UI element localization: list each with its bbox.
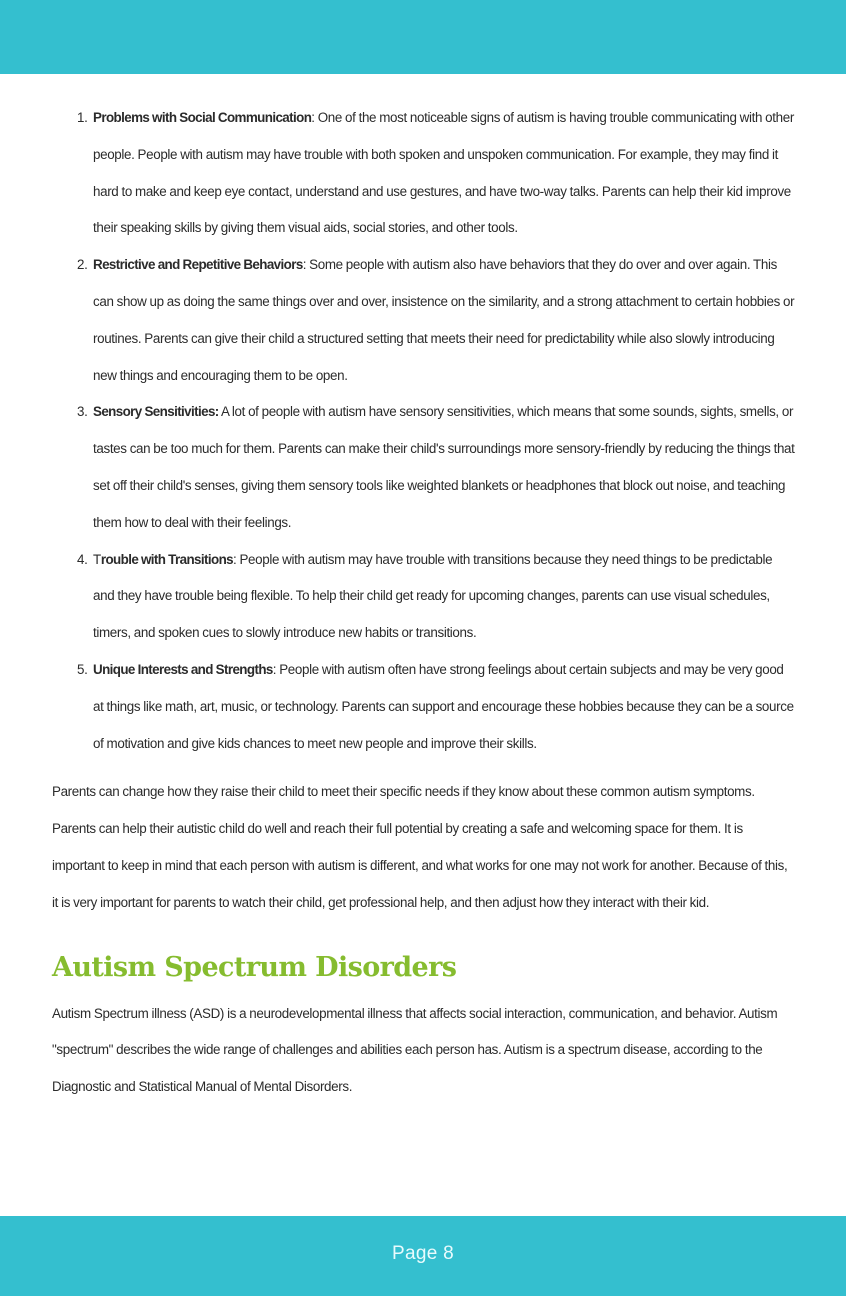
list-item-body: : People with autism may have trouble with transitions because they need things to be predictable and they have trouble being flexible. To help their child get ready for upcoming changes, parents can use visual schedules, timers, and spoken cues to slowly introduce new habits or transitions. [93,551,773,641]
section-heading: Autism Spectrum Disorders [52,951,457,983]
list-item [93,247,796,394]
list-item-body: : One of the most noticeable signs of autism is having trouble communicating with other people. People with autism may have trouble with both spoken and unspoken communication. For example, they may find it hard to make and keep eye contact, understand and use gestures, and have two-way talks. Parents can help their kid improve their speaking skills by giving them visual aids, social stories, and other tools. [93,110,794,236]
page-number: Page 8 [391,1243,455,1264]
list-item-title: Unique Interests and Strengths [93,661,273,677]
list-item-title: Problems with Social Communication [93,110,312,125]
autism-signs-list [52,100,796,762]
page-content [52,100,796,1106]
list-item-body: : People with autism often have strong feelings about certain subjects and may be very good at things like math, art, music, or technology. Parents can support and encourage these hobbies because they can be a source of motivation and give kids chances to meet new people and improve their skills. [93,661,794,751]
list-item-title: Restrictive and Repetitive Behaviors [93,257,303,273]
header-band [0,0,846,74]
list-item [93,394,796,541]
list-item-prefix: T [93,551,101,567]
list-item-title: rouble with Transitions [100,551,234,567]
list-item-body: A lot of people with autism have sensory sensitivities, which means that some sounds, sights, smells, or tastes can be too much for them. Parents can make their child's surroundings more sensory-friendly by reducing the things that set off their child's senses, giving them sensory tools like weighted blankets or headphones that block out noise, and teaching them how to deal with their feelings. [93,404,795,530]
list-item-title: Sensory Sensitivities: [93,404,219,420]
list-item [93,652,796,762]
section-body: Autism Spectrum illness (ASD) is a neurodevelopmental illness that affects social interaction, communication, and behavior. Autism "spectrum" describes the wide range of challenges and abilities each person has. Autism is a spectrum disease, according to the Diagnostic and Statistical Manual of Mental Disorders. [52,1005,778,1095]
list-item [93,100,796,247]
list-item-body: : Some people with autism also have behaviors that they do over and over again. This can show up as doing the same things over and over, insistence on the similarity, and a strong attachment to certain hobbies or routines. Parents can give their child a structured setting that meets their need for predictability while also slowly introducing new things and encouraging them to be open. [93,257,795,383]
list-item [93,542,796,652]
summary-paragraph: Parents can change how they raise their child to meet their specific needs if they know about these common autism symptoms. Parents can help their autistic child do well and reach their full potential by creating a safe and welcoming space for them. It is important to keep in mind that each person with autism is different, and what works for one may not work for another. Because of this, it is very important for parents to watch their child, get professional help, and then adjust how they interact with their kid. [52,784,788,910]
